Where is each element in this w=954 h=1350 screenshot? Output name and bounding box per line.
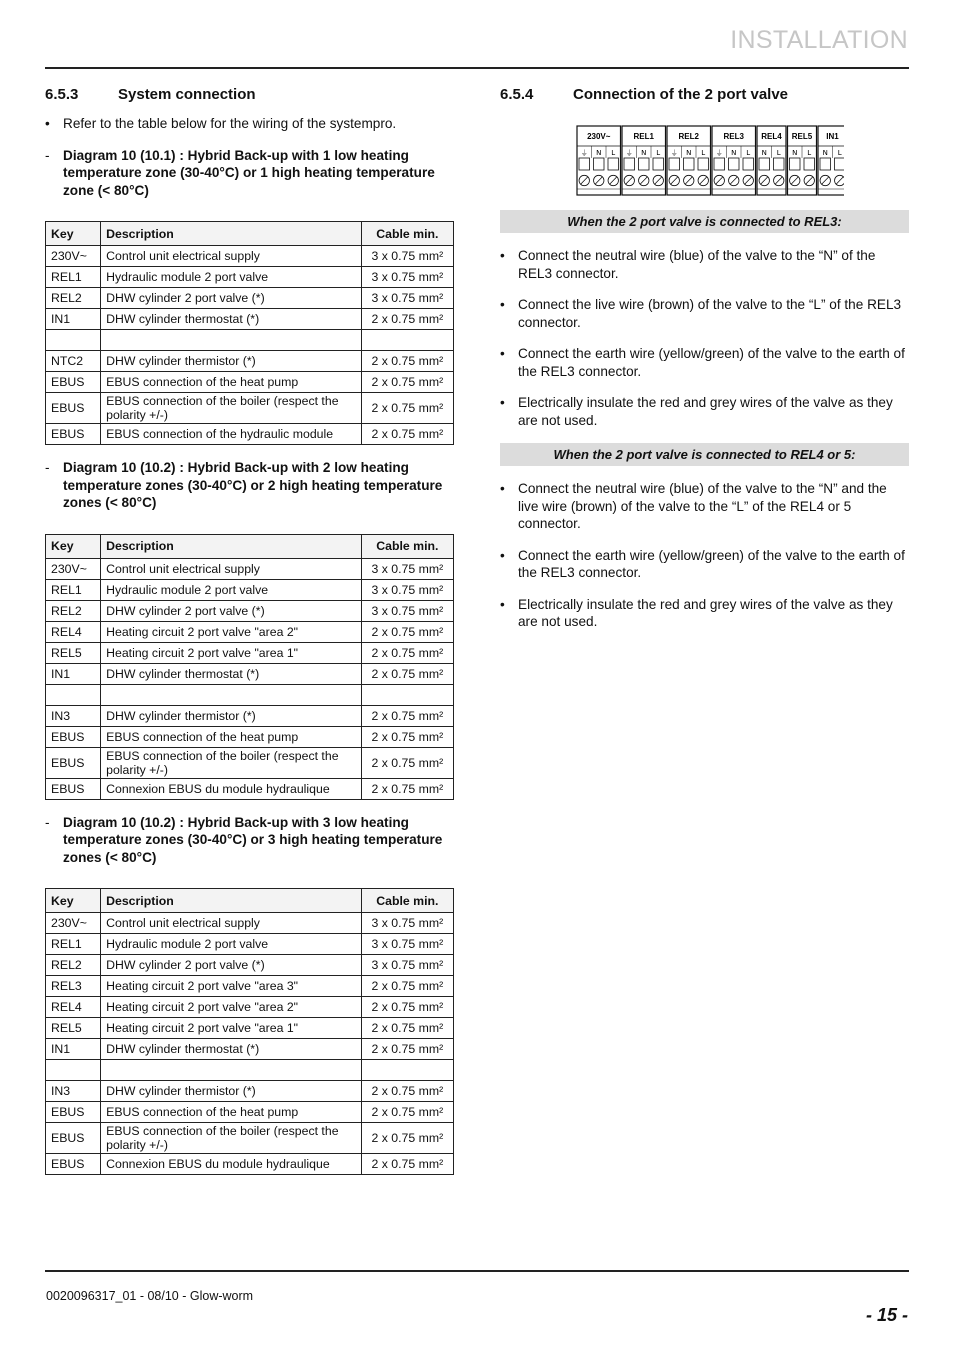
instruction-bullet [500, 596, 910, 631]
wiring-table [45, 534, 454, 800]
dash-mark: - [45, 147, 50, 163]
wiring-table [45, 888, 454, 1175]
table-cell [361, 330, 453, 351]
terminal-block-rel4 [757, 126, 786, 195]
bullet-text: Connect the earth wire (yellow/green) of the valve to the earth of the REL3 connector. [518, 547, 905, 580]
table-cell [46, 1060, 101, 1081]
section-title: System connection [118, 86, 256, 103]
table-cell: 230V~ [46, 913, 101, 934]
bullet-mark: • [45, 116, 50, 131]
terminal-label: REL1 [633, 132, 654, 141]
terminal-block-in1 [818, 126, 844, 195]
terminal-slot [608, 158, 619, 170]
table-cell: EBUS [46, 424, 101, 445]
table-row [46, 934, 454, 955]
bullet-mark: • [500, 547, 505, 563]
table-cell: REL2 [46, 955, 101, 976]
table-cell: 3 x 0.75 mm² [361, 955, 453, 976]
table-cell: Hydraulic module 2 port valve [101, 579, 362, 600]
table-cell: DHW cylinder 2 port valve (*) [101, 955, 362, 976]
pin-label: N [822, 149, 828, 157]
table-cell: EBUS [46, 372, 101, 393]
table-cell: Control unit electrical supply [101, 246, 362, 267]
terminal-block-rel3 [712, 126, 756, 195]
table-cell: 3 x 0.75 mm² [361, 288, 453, 309]
table-cell: 2 x 0.75 mm² [361, 747, 453, 778]
table-header-cell: Key [46, 534, 101, 558]
instruction-bullet [500, 296, 910, 331]
table-header-cell: Description [101, 222, 362, 246]
table-cell [101, 330, 362, 351]
instruction-bullet [500, 547, 910, 582]
table-cell: DHW cylinder 2 port valve (*) [101, 600, 362, 621]
banner-rel4-5: When the 2 port valve is connected to REL4 or 5: [500, 443, 909, 466]
footer-doc-ref: 0020096317_01 - 08/10 - Glow-worm [46, 1289, 254, 1303]
table-header-cell: Cable min. [361, 889, 453, 913]
table-cell: REL4 [46, 621, 101, 642]
table-header-cell: Cable min. [361, 534, 453, 558]
bullet-mark: • [500, 248, 505, 263]
table-cell: DHW cylinder thermostat (*) [101, 1039, 362, 1060]
table-cell: REL1 [46, 934, 101, 955]
instruction-bullet [500, 345, 910, 380]
bullet-text: Connect the neutral wire (blue) of the valve to the “N” of the REL3 connector. [518, 248, 876, 281]
table-row [46, 372, 454, 393]
caption-text: Diagram 10 (10.1) : Hybrid Back-up with 1 low heating temperature zone (30-40°C) or 1 high heating temperature zone (< 80°C) [63, 147, 435, 198]
table-cell: Connexion EBUS du module hydraulique [101, 778, 362, 799]
section-title: Connection of the 2 port valve [573, 86, 789, 103]
table-cell: DHW cylinder 2 port valve (*) [101, 288, 362, 309]
terminal-slot [820, 158, 831, 170]
terminal-label: IN1 [826, 132, 839, 141]
table-cell: Hydraulic module 2 port valve [101, 934, 362, 955]
table-row [46, 1039, 454, 1060]
table-header-cell: Description [101, 889, 362, 913]
table-row [46, 684, 454, 705]
instruction-bullet [500, 394, 910, 429]
table-cell: REL3 [46, 976, 101, 997]
table-header-cell: Key [46, 889, 101, 913]
bullet-text: Electrically insulate the red and grey wires of the valve as they are not used. [518, 395, 893, 428]
table-cell: REL2 [46, 600, 101, 621]
page-number: - 15 - [865, 1305, 908, 1325]
table-row [46, 726, 454, 747]
table-cell: DHW cylinder thermistor (*) [101, 1081, 362, 1102]
earth-icon: ⏚ [625, 149, 633, 157]
table-row [46, 705, 454, 726]
bullet-mark: • [500, 481, 505, 496]
table-cell [101, 684, 362, 705]
terminal-slot [698, 158, 709, 170]
banner-rel3: When the 2 port valve is connected to REL3: [500, 210, 909, 233]
bullet-text: Connect the neutral wire (blue) of the valve to the “N” and the live wire (brown) of the valve to the “L” of the REL4 or 5 connector. [518, 481, 887, 531]
table-cell: DHW cylinder thermistor (*) [101, 705, 362, 726]
bullet-text: Electrically insulate the red and grey wires of the valve as they are not used. [518, 596, 893, 629]
earth-icon: ⏚ [715, 149, 723, 157]
table-cell: Hydraulic module 2 port valve [101, 267, 362, 288]
table-row [46, 424, 454, 445]
right-column [500, 86, 910, 645]
left-column [45, 86, 455, 1175]
table-cell: 3 x 0.75 mm² [361, 934, 453, 955]
diagram-caption [45, 814, 455, 867]
table-cell: 2 x 0.75 mm² [361, 372, 453, 393]
table-cell: 2 x 0.75 mm² [361, 976, 453, 997]
table-cell: EBUS connection of the heat pump [101, 1102, 362, 1123]
bullet-mark: • [500, 297, 505, 312]
table-cell [46, 684, 101, 705]
table-row [46, 330, 454, 351]
table-row [46, 747, 454, 778]
table-cell: DHW cylinder thermostat (*) [101, 663, 362, 684]
table-cell: Heating circuit 2 port valve "area 1" [101, 642, 362, 663]
pin-label: L [776, 149, 781, 157]
table-cell: 2 x 0.75 mm² [361, 309, 453, 330]
terminal-slot [639, 158, 650, 170]
table-cell: 230V~ [46, 246, 101, 267]
table-cell [101, 1060, 362, 1081]
pin-label: L [656, 149, 661, 157]
table-cell [46, 330, 101, 351]
table-cell: EBUS [46, 747, 101, 778]
table-row [46, 663, 454, 684]
terminal-slot [594, 158, 605, 170]
table-row [46, 267, 454, 288]
terminal-label: REL2 [678, 132, 699, 141]
instruction-bullet [500, 480, 910, 533]
table-cell: 230V~ [46, 558, 101, 579]
table-cell: 3 x 0.75 mm² [361, 579, 453, 600]
terminal-slot [759, 158, 770, 170]
table-cell: REL5 [46, 642, 101, 663]
footer-rule [45, 1270, 909, 1272]
table-cell: 2 x 0.75 mm² [361, 621, 453, 642]
earth-icon: ⏚ [670, 149, 678, 157]
terminal-slot [804, 158, 815, 170]
table-header-cell: Description [101, 534, 362, 558]
terminal-slot [653, 158, 664, 170]
table-cell: REL2 [46, 288, 101, 309]
table-row [46, 778, 454, 799]
table-row [46, 393, 454, 424]
wiring-table [45, 221, 454, 445]
diagram-caption [45, 147, 455, 200]
table-row [46, 309, 454, 330]
table-cell: 2 x 0.75 mm² [361, 1123, 453, 1154]
section-heading-2-port-valve [500, 86, 910, 103]
table-cell: REL1 [46, 267, 101, 288]
bullet-mark: • [500, 395, 505, 410]
terminal-slot [835, 158, 845, 170]
table-row [46, 1018, 454, 1039]
table-row [46, 955, 454, 976]
table-row [46, 288, 454, 309]
dash-mark: - [45, 814, 50, 830]
terminal-slot [774, 158, 785, 170]
terminal-slot [729, 158, 740, 170]
table-row [46, 600, 454, 621]
table-cell: Heating circuit 2 port valve "area 1" [101, 1018, 362, 1039]
table-cell: 3 x 0.75 mm² [361, 558, 453, 579]
table-cell: EBUS connection of the hydraulic module [101, 424, 362, 445]
pin-label: N [596, 149, 602, 157]
section-number: 6.5.4 [500, 86, 534, 103]
table-cell: DHW cylinder thermostat (*) [101, 309, 362, 330]
terminal-slot [624, 158, 635, 170]
pin-label: L [807, 149, 812, 157]
table-row [46, 1081, 454, 1102]
terminal-label: REL5 [791, 132, 813, 141]
table-cell: Heating circuit 2 port valve "area 2" [101, 621, 362, 642]
terminal-block-230v [577, 126, 621, 195]
table-cell: 2 x 0.75 mm² [361, 1102, 453, 1123]
table-row [46, 1123, 454, 1154]
rel4-5-instructions [500, 480, 910, 631]
table-row [46, 579, 454, 600]
table-cell: IN1 [46, 309, 101, 330]
terminal-slot [684, 158, 695, 170]
table-cell: REL4 [46, 997, 101, 1018]
pin-label: N [731, 149, 737, 157]
table-row [46, 621, 454, 642]
table-cell: 3 x 0.75 mm² [361, 913, 453, 934]
page-header-title: INSTALLATION [730, 26, 908, 54]
bullet-text: Connect the live wire (brown) of the valve to the “L” of the REL3 connector. [518, 297, 902, 330]
table-cell: 2 x 0.75 mm² [361, 705, 453, 726]
table-cell: IN1 [46, 663, 101, 684]
table-cell: EBUS connection of the boiler (respect the polarity +/-) [101, 393, 362, 424]
caption-text: Diagram 10 (10.2) : Hybrid Back-up with 2 low heating temperature zones (30-40°C) or 2 high heating temperature zones (< 80°C) [63, 460, 443, 510]
table-cell: Control unit electrical supply [101, 913, 362, 934]
table-cell: 2 x 0.75 mm² [361, 1018, 453, 1039]
pin-label: N [686, 149, 692, 157]
table-cell: IN3 [46, 1081, 101, 1102]
rel3-instructions [500, 247, 910, 429]
table-cell: 3 x 0.75 mm² [361, 600, 453, 621]
terminal-slot [669, 158, 680, 170]
pin-label: N [641, 149, 647, 157]
bullet-mark: • [500, 596, 505, 612]
table-cell: Heating circuit 2 port valve "area 2" [101, 997, 362, 1018]
terminal-block-rel2 [667, 126, 711, 195]
bullet-text: Refer to the table below for the wiring of the systempro. [63, 116, 397, 131]
table-row [46, 976, 454, 997]
table-cell [361, 1060, 453, 1081]
bullet-mark: • [500, 346, 505, 361]
diagram-caption [45, 459, 455, 512]
terminal-label: REL4 [761, 132, 782, 141]
table-row [46, 1154, 454, 1175]
table-cell: 2 x 0.75 mm² [361, 393, 453, 424]
table-row [46, 351, 454, 372]
table-cell: Connexion EBUS du module hydraulique [101, 1154, 362, 1175]
pin-label: N [792, 149, 798, 157]
table-row [46, 913, 454, 934]
table-cell [361, 684, 453, 705]
pin-label: L [746, 149, 751, 157]
terminal-slot [714, 158, 725, 170]
instruction-bullet [500, 247, 910, 282]
table-row [46, 1102, 454, 1123]
table-cell: NTC2 [46, 351, 101, 372]
table-cell: 2 x 0.75 mm² [361, 642, 453, 663]
table-cell: 2 x 0.75 mm² [361, 351, 453, 372]
terminal-label: 230V~ [587, 132, 611, 141]
table-cell: EBUS [46, 726, 101, 747]
table-row [46, 1060, 454, 1081]
pin-label: L [837, 149, 842, 157]
table-cell: EBUS connection of the heat pump [101, 726, 362, 747]
table-cell: EBUS connection of the boiler (respect the polarity +/-) [101, 747, 362, 778]
table-row [46, 997, 454, 1018]
bullet-text: Connect the earth wire (yellow/green) of the valve to the earth of the REL3 connector. [518, 346, 905, 379]
table-cell: EBUS [46, 778, 101, 799]
table-cell: EBUS [46, 1154, 101, 1175]
table-cell: 2 x 0.75 mm² [361, 1081, 453, 1102]
table-cell: IN3 [46, 705, 101, 726]
table-row [46, 642, 454, 663]
section-number: 6.5.3 [45, 86, 79, 103]
table-cell: REL5 [46, 1018, 101, 1039]
table-cell: EBUS [46, 1102, 101, 1123]
intro-bullet [45, 115, 455, 133]
table-cell: 2 x 0.75 mm² [361, 663, 453, 684]
terminal-block-diagram [576, 125, 844, 197]
table-cell: 2 x 0.75 mm² [361, 726, 453, 747]
pin-label: L [701, 149, 706, 157]
earth-icon: ⏚ [580, 149, 588, 157]
table-cell: EBUS connection of the heat pump [101, 372, 362, 393]
table-header-cell: Cable min. [361, 222, 453, 246]
table-cell: Heating circuit 2 port valve "area 3" [101, 976, 362, 997]
table-cell: 2 x 0.75 mm² [361, 1154, 453, 1175]
table-cell: 2 x 0.75 mm² [361, 997, 453, 1018]
table-row [46, 246, 454, 267]
table-cell: Control unit electrical supply [101, 558, 362, 579]
table-cell: DHW cylinder thermistor (*) [101, 351, 362, 372]
table-cell: IN1 [46, 1039, 101, 1060]
wiring-tables [45, 147, 455, 1176]
table-cell: REL1 [46, 579, 101, 600]
table-cell: EBUS [46, 1123, 101, 1154]
table-cell: 2 x 0.75 mm² [361, 778, 453, 799]
section-heading-system-connection [45, 86, 455, 103]
pin-label: L [611, 149, 616, 157]
table-cell: 3 x 0.75 mm² [361, 267, 453, 288]
table-header-cell: Key [46, 222, 101, 246]
terminal-slot [579, 158, 590, 170]
header-rule [45, 67, 909, 69]
terminal-block-rel5 [788, 126, 817, 195]
pin-label: N [761, 149, 767, 157]
table-cell: 2 x 0.75 mm² [361, 424, 453, 445]
terminal-label: REL3 [723, 132, 744, 141]
table-cell: EBUS connection of the boiler (respect the polarity +/-) [101, 1123, 362, 1154]
terminal-slot [743, 158, 754, 170]
table-row [46, 558, 454, 579]
terminal-block-rel1 [622, 126, 666, 195]
table-cell: 3 x 0.75 mm² [361, 246, 453, 267]
table-cell: EBUS [46, 393, 101, 424]
table-cell: 2 x 0.75 mm² [361, 1039, 453, 1060]
dash-mark: - [45, 460, 50, 475]
terminal-slot [790, 158, 801, 170]
caption-text: Diagram 10 (10.2) : Hybrid Back-up with 3 low heating temperature zones (30-40°C) or 3 high heating temperature zones (< 80°C) [63, 814, 443, 865]
